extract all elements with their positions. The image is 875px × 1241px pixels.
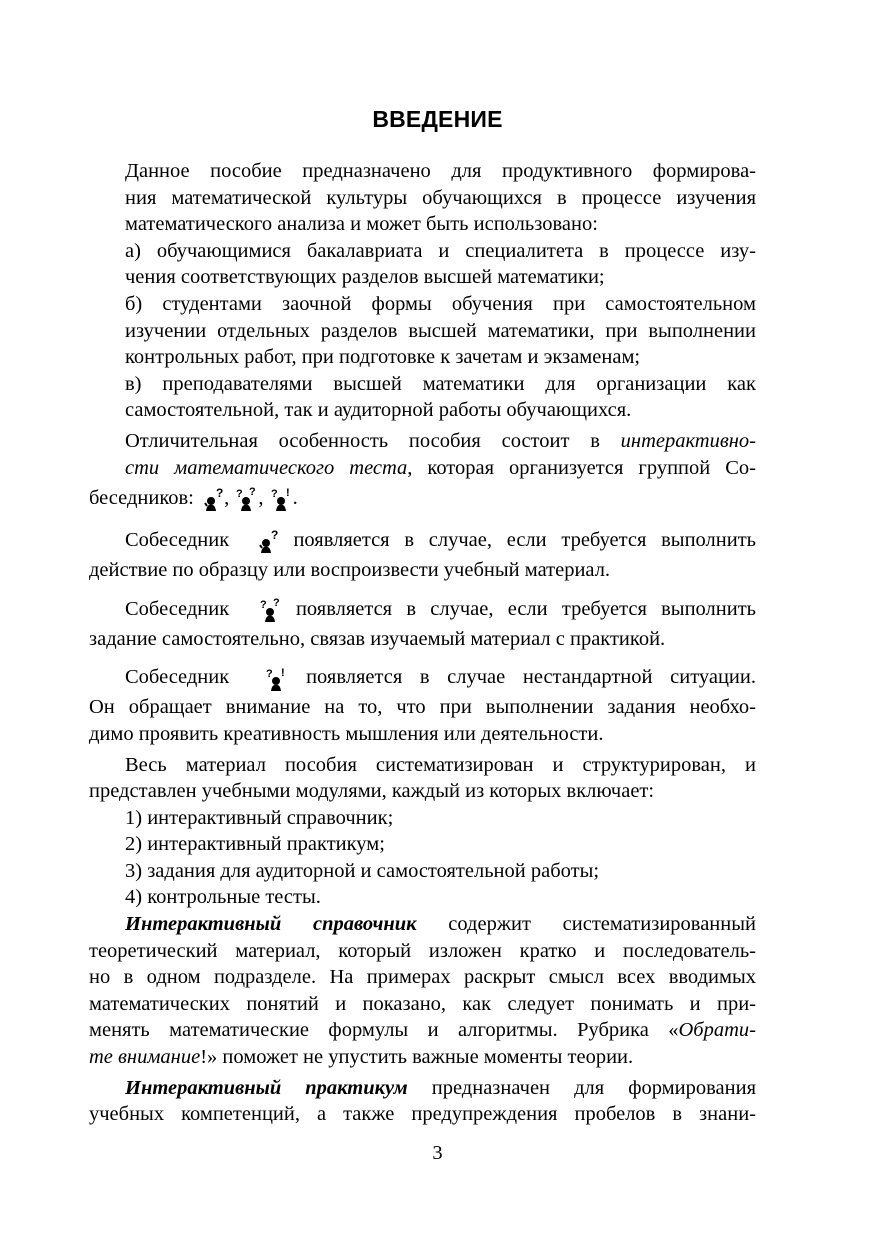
text-line: димо проявить креативность мышления или деятельности. (89, 722, 604, 745)
svg-text:?: ? (236, 488, 244, 501)
page-number: 3 (432, 1142, 443, 1164)
feature-paragraph (89, 428, 756, 515)
list-item: 2) интерактивный практикум; (125, 833, 385, 856)
list-item: 1) интерактивный справочник; (125, 806, 394, 829)
single-question-person-icon (204, 487, 224, 511)
list-item: 4) контрольные тесты. (125, 886, 321, 909)
page-title: ВВЕДЕНИЕ (372, 106, 503, 132)
single-question-person-icon (259, 529, 279, 553)
text-line: математического анализа и может быть использовано: (125, 213, 598, 236)
text-line: представлен учебными модулями, каждый из которых включает: (89, 780, 655, 803)
text-line: сти математического теста, которая организуется группой Со- (125, 456, 756, 479)
practicum-paragraph (89, 1075, 756, 1128)
svg-text:!: ! (285, 487, 290, 500)
text-line: действие по образцу или воспроизвести учебный материал. (89, 559, 611, 582)
bold-term: Интерактивный справочник (125, 913, 417, 936)
text-line: Он обращает внимание на то, что при выполнении задания необхо- (89, 696, 756, 719)
body-text (89, 158, 756, 1128)
svg-text:?: ? (259, 599, 267, 612)
list-item: 3) задания для аудиторной и самостоятельной работы; (125, 859, 600, 882)
text-line: беседников: ? , ? ? , ? ! . (89, 481, 756, 515)
text-line: контрольных работ, при подготовке к зачетам и экзаменам; (125, 346, 641, 369)
text-line: изучении отдельных разделов высшей математики, при выполнении (125, 319, 756, 342)
text-line: учебных компетенций, а также предупреждения пробелов в знани- (89, 1103, 756, 1126)
text-line: самостоятельной, так и аудиторной работы обучающихся. (125, 399, 632, 422)
text-line: Интерактивный справочник содержит систематизированный (125, 913, 756, 936)
text-line: менять математические формулы и алгоритмы. Рубрика «Обрати- (89, 1019, 756, 1042)
svg-text:?: ? (266, 667, 274, 680)
svg-text:?: ? (249, 487, 257, 499)
svg-text:?: ? (216, 487, 224, 501)
double-question-person-icon (234, 487, 258, 511)
reference-paragraph (89, 911, 756, 1071)
text-line: а) обучающимися бакалавриата и специалитета в процессе изу- (125, 239, 756, 262)
text-line: задание самостоятельно, связав изучаемый материал с практикой. (89, 627, 666, 650)
text-line: в) преподавателями высшей математики для организации как (125, 372, 756, 395)
question-exclamation-person-icon (264, 667, 288, 691)
italic-term: те внимание (89, 1046, 201, 1069)
svg-text:?: ? (270, 488, 278, 501)
text-line: Данное пособие предназначено для продуктивного формирова- (125, 160, 756, 182)
text-line: те внимание!» поможет не упустить важные моменты теории. (89, 1046, 634, 1069)
text-line: чения соответствующих разделов высшей математики; (125, 266, 605, 289)
text-line: Собеседник ? появляется в случае, если требуется выполнить (89, 523, 756, 557)
italic-term: сти математического теста (125, 456, 408, 479)
double-question-person-icon (258, 598, 282, 622)
svg-text:!: ! (281, 666, 286, 679)
bold-term: Интерактивный практикум (125, 1076, 408, 1099)
text-line: Интерактивный практикум предназначен для формирования (125, 1076, 756, 1099)
sobesednik-paragraph-1 (89, 523, 756, 584)
list-item-a (89, 238, 756, 291)
question-exclamation-person-icon (269, 487, 293, 511)
list-item-b (89, 291, 756, 371)
text-line: теоретический материал, который изложен кратко и последователь- (89, 939, 756, 962)
list-item-c (89, 371, 756, 424)
text-line: Собеседник ? ? появляется в случае, если требуется выполнить (89, 592, 756, 626)
text-line: Отличительная особенность пособия состоит в интерактивно- (125, 429, 756, 452)
text-line: Весь материал пособия систематизирован и структурирован, и (125, 753, 756, 776)
text-line: б) студентами заочной формы обучения при самостоятельном (125, 292, 756, 315)
svg-text:?: ? (270, 529, 279, 543)
modules-paragraph (89, 752, 756, 805)
text-line: ния математической культуры обучающихся в процессе изучения (125, 186, 756, 209)
italic-term: Обрати- (678, 1019, 756, 1042)
text-line: но в одном подразделе. На примерах раскрыт смысл всех вводимых (89, 966, 756, 989)
sobesednik-paragraph-2 (89, 592, 756, 653)
text-line: Собеседник ? ! появляется в случае нестандартной ситуации. (89, 660, 756, 694)
italic-term: интерактивно- (620, 429, 756, 452)
text-line: математических понятий и показано, как следует понимать и при- (89, 992, 756, 1015)
svg-text:?: ? (272, 598, 280, 610)
sobesednik-paragraph-3 (89, 660, 756, 747)
intro-paragraph (89, 158, 756, 238)
